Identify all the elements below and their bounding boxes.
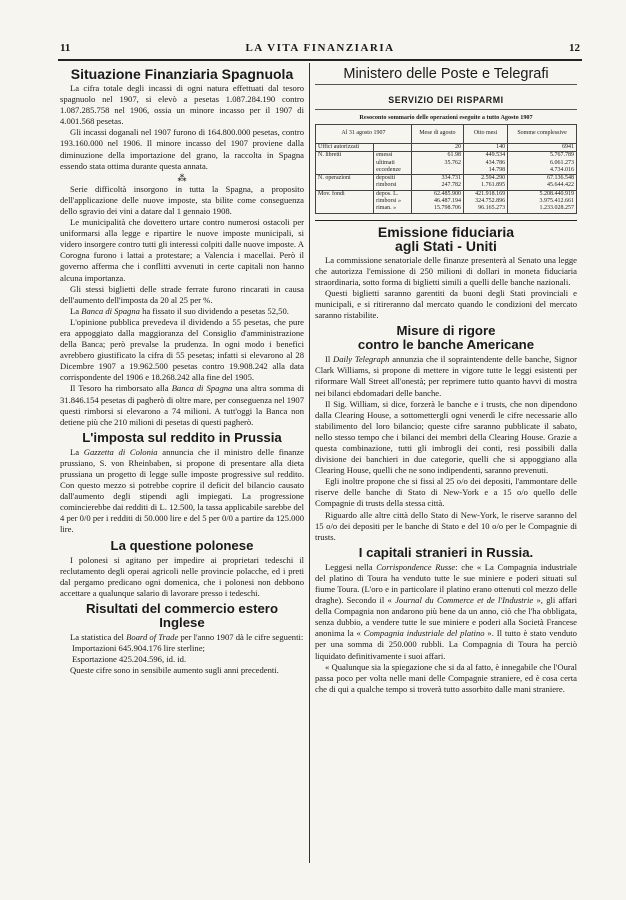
page-number-left: 11: [60, 42, 71, 54]
article-subtitle-trade: Inglese: [159, 614, 205, 630]
paragraph: I polonesi si agitano per impedire ai proprietari tedeschi il reclutamento degli operai agricoli nelle provincie polacche, ed i preti dal pergamo predicano ogni domenica, che i polonesi non debbono accettare a qualunque salario di lavorare presso i tedeschi.: [60, 554, 304, 598]
paragraph: La Gazzetta di Colonia annuncia che il ministro delle finanze prussiano, S. von Rheinbaben, si propone di presentare alla dieta prussiana un progetto di legge sulle imposte progressive sul reddito. Con questo mezzo si potrebbe coprire il deficit del bilancio causato dall'aumento degli stipendi agli impiegati. La progressione comincierebbe dai redditi di L. 12.500, la tassa applicabile sarebbe del 4 per 0/0 per i redditi di 50.000 lire e del 5 per 0/0 a partire da 125.000 lire.: [60, 446, 304, 535]
article-title-polish: La questione polonese: [110, 537, 254, 553]
article-title-rigor: Misure di rigore: [396, 323, 496, 339]
asterism-divider: ⁂: [177, 172, 187, 183]
row-sublabels: depos. L. rimborsi » riman. »: [374, 190, 412, 213]
table-row: [316, 144, 577, 152]
table-caption: Resoconto sommario delle operazioni eseguite a tutto Agosto 1907: [359, 114, 533, 121]
table-header: Otto mesi: [463, 125, 507, 144]
cell-month: 334.731 247.782: [411, 175, 463, 191]
table-header: Mese di agosto: [411, 125, 463, 144]
table-header-row: [316, 125, 577, 144]
row-label: Mov. fondi: [316, 190, 374, 213]
paragraph: Le municipalità che dovettero urtare contro numerosi ostacoli per uniformarsi alla legge e ripartire le nuove imposte municipali, si videro insorgere contro tutti gli interessi colpiti dalle nuove imposte. A Corogna furono i lattai a protestare; a Valencia i macellai. Però il governo afferma che i conflitti avvenuti in certe capitali non hanno alcuna importanza.: [60, 217, 304, 283]
cell-total: 5.767.789 6.061.273 4.734.016: [508, 152, 577, 175]
paragraph: La Banca di Spagna ha fissato il suo dividendo a pesetas 52,50.: [70, 305, 289, 316]
cell-month: 61.98 35.762: [411, 152, 463, 175]
cell-total: 5.208.440.919 3.975.412.661 1.233.028.257: [508, 190, 577, 213]
row-sublabels: depositi rimborsi: [374, 175, 412, 191]
rule: [315, 109, 577, 110]
right-column: [315, 64, 577, 695]
journal-title: LA VITA FINANZIARIA: [245, 42, 395, 54]
article-title-prussia: L'imposta sul reddito in Prussia: [82, 429, 282, 445]
savings-table: [315, 124, 577, 214]
page-header: [60, 42, 580, 60]
cell-eight-months: 140: [463, 144, 507, 152]
table-header: Al 31 agosto 1907: [316, 125, 412, 144]
article-title-trade: Risultati del commercio estero: [85, 600, 278, 616]
paragraph: Il Daily Telegraph annunzia che il sopraintendente delle banche, Signor Clark Williams, si propone di mettere in vigore tutte le leggi esistenti per riformare Wall Street all'onestà; per reprimere tutto quanto havvi di mostra nei bilanci ebdomadari delle banche.: [315, 354, 577, 398]
article-title-russia: I capitali stranieri in Russia.: [358, 544, 534, 560]
article-title-spain: Situazione Finanziaria Spagnuola: [70, 66, 294, 82]
table-row: [316, 152, 577, 175]
cell-eight-months: 2.594.290 1.761.895: [463, 175, 507, 191]
paragraph: Il Tesoro ha rimborsato alla Banca di Spagna una altra somma di 31.846.154 pesetas di pagherò di oltre mare, per conseguenza nel 1907 questi rimborsi si elevarono a 74 milioni. A tutt'oggi la Banca non detiene più che 210 milioni di pesetas di questi pagherò.: [60, 383, 304, 427]
paragraph: Questi biglietti saranno garentiti da buoni degli Stati provinciali e municipali, e si ritireranno dal mercato quando le condizioni del mercato saranno ristabilite.: [315, 287, 577, 321]
row-label: N. libretti: [316, 152, 374, 175]
column-divider: [309, 63, 310, 863]
page-number-right: 12: [569, 42, 580, 54]
export-figure: Esportazione 425.204.596, id. id.: [72, 654, 187, 665]
article-title-emission-2: agli Stati - Uniti: [395, 237, 497, 254]
paragraph: L'opinione pubblica prevedeva il dividendo a 55 pesetas, che pure era appoggiato dalla maggioranza del Consiglio d'amministrazione della Banca; però prevalse la prudenza. In ogni modo i benefici avrebbero giustificato la cifra di 55 pesetas; infatti si elevarono al 28 Dicembre 1907 a 19.962.500 pesetas contro 19.908.242 alla data corrispondente del 1906 e 18.268.242 alla fine del 1905.: [60, 316, 304, 383]
cell-total: 6941: [508, 144, 577, 152]
paragraph: Queste cifre sono in sensibile aumento sugli anni precedenti.: [70, 665, 279, 676]
left-column: [60, 64, 304, 676]
article-title-ministry: Ministero delle Poste e Telegrafi: [343, 66, 549, 82]
paragraph: « Qualunque sia la spiegazione che si da al fatto, è innegabile che l'Oural passa poco per volta nelle mani delle Compagnie straniere, ed è cosa certa che di qui a qualche tempo si troverà tutto assorbito dalle mani straniere.: [315, 661, 577, 694]
service-heading: SERVIZIO DEI RISPARMI: [388, 95, 504, 105]
paragraph: La statistica del Board of Trade per l'anno 1907 dà le cifre seguenti:: [70, 631, 304, 642]
cell-eight-months: 421.918.169 324.752.896 96.165.273: [463, 190, 507, 213]
header-rule: [58, 59, 582, 61]
row-label: N. operazioni: [316, 175, 374, 191]
cell-month: 20: [411, 144, 463, 152]
section-rule: [315, 220, 577, 221]
paragraph: La cifra totale degli incassi di ogni natura effettuati dal tesoro spagnuolo nel 1907, si elevò a pesetas 1.087.284.190 contro 1.087.285.758 nel 1906, ossia un minore incasso per il 1907 di 4.001.568 pesetas.: [60, 83, 304, 127]
table-header: Somme complessive: [508, 125, 577, 144]
paragraph: Riguardo alle altre città dello Stato di New-York, le riserve saranno del 15 o/o dei depositi per le banche di Stato e del 10 o/o per le Compagnie di trusts.: [315, 509, 577, 542]
row-sublabels: [374, 144, 412, 152]
import-figure: Importazioni 645.904.176 lire sterline;: [72, 643, 205, 654]
row-label: Uffici autorizzati: [316, 144, 374, 152]
table-row: [316, 175, 577, 191]
paragraph: Gli incassi doganali nel 1907 furono di 164.800.000 pesetas, contro 193.160.000 nel 1906. Il minore incasso del 1907 proviene dalla diminuzione della importazione del grano, la raccolta in Spagna essendo stata ottima durante questa annata.: [60, 127, 304, 171]
article-title-emission: Emissione fiduciaria: [377, 223, 515, 240]
paragraph: Leggesi nella Corrispondence Russe: che « La Compagnia industriale del platino di Toura ha venduto tutte le sue miniere e poderi situati sul fiume Toura. (L'oro e in particolare il platino erano ottenuti col mezzo delle draghe). Secondo il « Journal du Commerce et de l'Industrie », gli affari della Compagnia non andarono più bene da un anno, ciò che l'ha obbligata, senza dubbio, a vendere tutte le sue miniere e poderi alla Società Francese anonima la « Compagnia industriale del platino ». Il tutto è stato venduto per una somma di 250.000 rubbli. La Compagnia di Toura ha perciò liquidato definitivamente i suoi affari.: [315, 561, 577, 661]
paragraph: Serie difficoltà insorgono in tutta la Spagna, a proposito dell'applicazione delle nuove imposte, sta bilite come conseguenza dello sgravio dei vini a datare dal 1 gennaio 1908.: [60, 183, 304, 216]
paragraph: Il Sig. William, si dice, forzerà le banche e i trusts, che non dipendono dalla Clearing House, a sottomettergli ogni venerdì le cifre necessarie allo stabilimento del loro bilancio; queste cifre saranno pubblicate il sabato, nello stesso tempo che i bilanci dei membri della Clearing House. Grazie a questa combinazione, tutti gli imbrogli dei conti, resi possibili dalla divisione dei banchieri in due categorie, quelli che si appoggiano alla Clearing House, quelli che ne sono indipendenti, saranno prevenuti.: [315, 398, 577, 476]
cell-eight-months: 449.534 434.786 14.798: [463, 152, 507, 175]
table-row: [316, 190, 577, 213]
paragraph: Egli inoltre propone che si fissi al 25 o/o dei depositi, l'ammontare delle riserve delle banche di Stato di New-York e a 15 o/o quello delle Compagnie di trusts della stessa città.: [315, 476, 577, 509]
row-sublabels: emessi ultimati eccedenze: [374, 152, 412, 175]
article-title-rigor-2: contro le banche Americane: [357, 337, 535, 353]
cell-month: 62.485.900 46.487.194 15.798.706: [411, 190, 463, 213]
paragraph: Gli stessi biglietti delle strade ferrate furono rincarati in causa dell'aumento dell'imposta da 20 al 25 per %.: [60, 283, 304, 305]
paragraph: La commissione senatoriale delle finanze presenterà al Senato una legge che autorizza l'emissione di 250 milioni di dollari in moneta fiduciaria straordinaria, sotto forma di biglietti simili a quelli delle banche nazionali.: [315, 254, 577, 287]
cell-total: 67.136.548 45.644.422: [508, 175, 577, 191]
rule: [315, 84, 577, 85]
